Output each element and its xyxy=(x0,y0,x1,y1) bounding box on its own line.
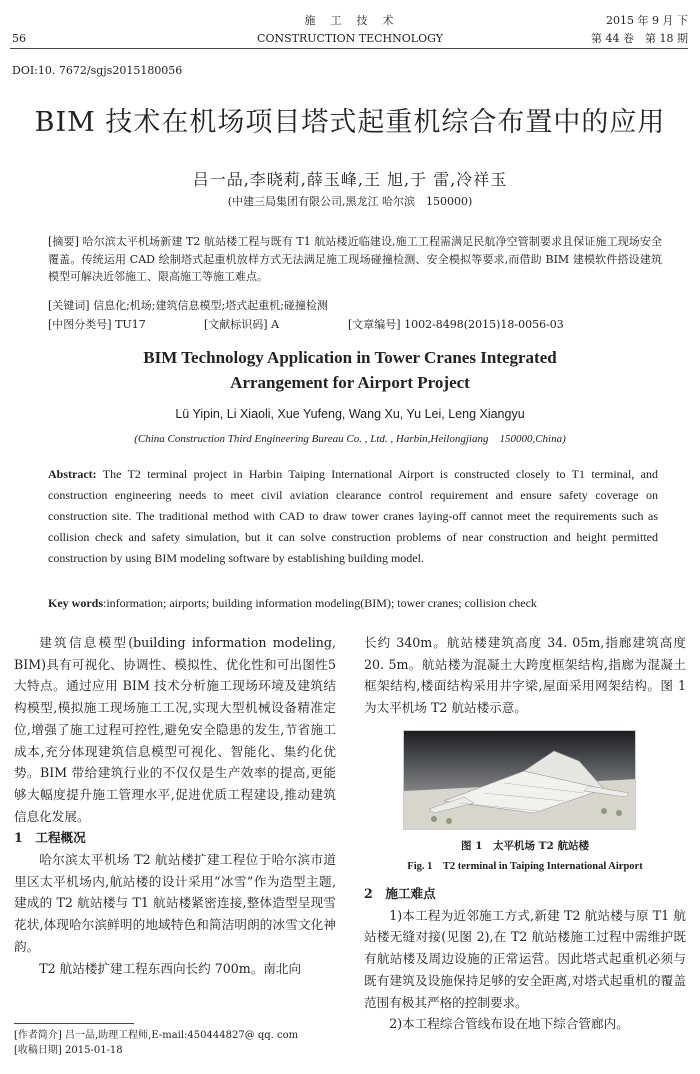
abstract-cn xyxy=(48,233,662,286)
abstract-en-label: Abstract xyxy=(48,467,93,481)
footnote-author-label: [作者简介] xyxy=(14,1030,62,1041)
journal-name-cn: 施 工 技 术 xyxy=(304,14,396,27)
abstract-en: Abstract: The T2 terminal project in Harbin Taiping International Airport is constructed closely to T1 terminal, and construction engineering needs to meet civil aviation clearance control requirement and ensure safety coverage on construction site. The traditional method with CAD to draw tower cranes laying-off cannot meet the requirements such as collision check and safety simulation, but it can solve construction problems of near construction and height permitted construction by using BIM modeling software by establishing building model. xyxy=(48,467,658,565)
page-number: 56 xyxy=(12,32,26,45)
title-cn: BIM 技术在机场项目塔式起重机综合布置中的应用 xyxy=(34,107,666,138)
body-right-column-top xyxy=(364,632,686,719)
keywords-en-text: information; airports; building information modeling(BIM); tower cranes; collision check xyxy=(106,596,537,610)
body-right-column-bottom xyxy=(364,883,686,1035)
title-en-line2: Arrangement for Airport Project xyxy=(230,373,470,392)
terminal-rendering xyxy=(404,731,636,830)
footnote-rule xyxy=(14,1023,134,1024)
issue-date: 2015 年 9 月 下 xyxy=(606,14,688,27)
affiliation-cn: (中建三局集团有限公司,黑龙江 哈尔滨 150000) xyxy=(227,195,473,208)
issue-volume: 第 44 卷 第 18 期 xyxy=(591,32,688,45)
title-en xyxy=(0,345,700,395)
doc-label: [文献标识码] xyxy=(204,318,268,331)
title-en-line1: BIM Technology Application in Tower Cranes Integrated xyxy=(143,348,557,367)
paragraph-difficulty-2: 2)本工程综合管线布设在地下综合管廊内。 xyxy=(389,1016,629,1032)
figure-terminal-image xyxy=(403,730,636,830)
abstract-cn-label: [摘要] xyxy=(48,235,79,248)
clc-label: [中图分类号] xyxy=(48,318,112,331)
article-number xyxy=(348,316,564,332)
clc-value: TU17 xyxy=(115,318,146,331)
article-label: [文章编号] xyxy=(348,318,401,331)
paragraph-difficulty-1: 1)本工程为近邻施工方式,新建 T2 航站楼与原 T1 航站楼无缝对接(见图 2),在 T2 航站楼施工过程中需维护既有航站楼及周边设施的正常运营。因此塔式起重机必须与既有建筑及设施保持足够的安全距离,对塔式起重机的覆盖范围有极其严格的控制要求。 xyxy=(364,907,686,1010)
header-rule xyxy=(10,48,688,49)
section-2-title: 2 施工难点 xyxy=(364,886,436,901)
keywords-en: Key words:information; airports; building information modeling(BIM); tower cranes; collision check xyxy=(48,596,537,610)
doi: DOI:10. 7672/sgjs2015180056 xyxy=(12,64,183,77)
paragraph-intro: 建筑信息模型(building information modeling, BIM)具有可视化、协调性、模拟性、优化性和可出图性5大特点。通过应用 BIM 技术分析施工现场环境及建筑结构模型,模拟施工现场施工工况,实现大型机械设备精准定位,增强了施工过程可控性,避免安全隐患的发生,节省施工成本,充分体现建筑信息模型可视化、智能化、集约化优势。BIM 带给建筑行业的不仅仅是生产效率的提高,更能够大幅度提升施工管理水平,促进优质工程建设,推动建筑信息化发展。 xyxy=(14,635,336,824)
authors-en: Lü Yipin, Li Xiaoli, Xue Yufeng, Wang Xu, Yu Lei, Leng Xiangyu xyxy=(175,407,525,421)
body-left-column xyxy=(14,632,336,979)
footnote-author xyxy=(14,1028,344,1043)
figure-caption-en: Fig. 1 T2 terminal in Taiping International Airport xyxy=(407,861,643,872)
paragraph-overview-2: T2 航站楼扩建工程东西向长约 700m。南北向 xyxy=(39,960,302,976)
abstract-en-text: The T2 terminal project in Harbin Taiping International Airport is constructed closely to T1 terminal, and construction engineering needs to meet civil aviation clearance control requirement and ensure safety coverage on construction site. The traditional method with CAD to draw tower cranes laying-off cannot meet the requirements such as collision check and safety simulation, but it can solve construction problems of near construction and height permitted construction by using BIM modeling software by establishing building model. xyxy=(48,467,658,565)
paragraph-overview: 哈尔滨太平机场 T2 航站楼扩建工程位于哈尔滨市道里区太平机场内,航站楼的设计采用“冰雪”作为造型主题,建成的 T2 航站楼与 T1 航站楼紧密连接,整体造型呈现雪花状,体现哈尔滨鲜明的地域特色和简洁明朗的冰雪文化神韵。 xyxy=(14,852,336,954)
article-value: 1002-8498(2015)18-0056-03 xyxy=(404,318,564,331)
affiliation-en: (China Construction Third Engineering Bureau Co. , Ltd. , Harbin,Heilongjiang 150000,China) xyxy=(134,433,566,445)
footnote-date-text: 2015-01-18 xyxy=(65,1045,123,1056)
keywords-cn-label: [关键词] xyxy=(48,299,90,312)
keywords-cn xyxy=(48,297,662,314)
paragraph-dimensions: 长约 340m。航站楼建筑高度 34. 05m,指廊建筑高度 20. 5m。航站楼为混凝土大跨度框架结构,指廊为混凝土框架结构,楼面结构采用井字梁,屋面采用网架结构。图 1 为太平机场 T2 航站楼示意。 xyxy=(364,635,686,716)
doc-value: A xyxy=(271,318,280,331)
journal-name-en: CONSTRUCTION TECHNOLOGY xyxy=(257,32,443,45)
footnote-author-text: 吕一品,助理工程师,E-mail:450444827@ qq. com xyxy=(65,1030,299,1041)
figure-caption-cn: 图 1 太平机场 T2 航站楼 xyxy=(461,840,589,852)
section-1-title: 1 工程概况 xyxy=(14,830,86,846)
keywords-cn-text: 信息化;机场;建筑信息模型;塔式起重机;碰撞检测 xyxy=(93,299,328,312)
footnote-date-label: [收稿日期] xyxy=(14,1045,62,1056)
doc-code xyxy=(204,316,279,332)
classification-row xyxy=(48,316,662,332)
keywords-en-label: Key words xyxy=(48,596,103,610)
footnote-date xyxy=(14,1043,344,1058)
abstract-cn-text: 哈尔滨太平机场新建 T2 航站楼工程与既有 T1 航站楼近临建设,施工工程需满足民航净空管制要求且保证施工现场安全覆盖。传统运用 CAD 绘制塔式起重机放样方式无法满足施工现场碰撞检测、安全模拟等要求,而借助 BIM 建模软件搭设建筑模型可解决近邻施工、限高施工等施工难点。 xyxy=(48,235,663,283)
authors-cn: 吕一品,李晓莉,薛玉峰,王 旭,于 雷,冷祥玉 xyxy=(192,170,508,189)
footnote xyxy=(14,1028,344,1058)
